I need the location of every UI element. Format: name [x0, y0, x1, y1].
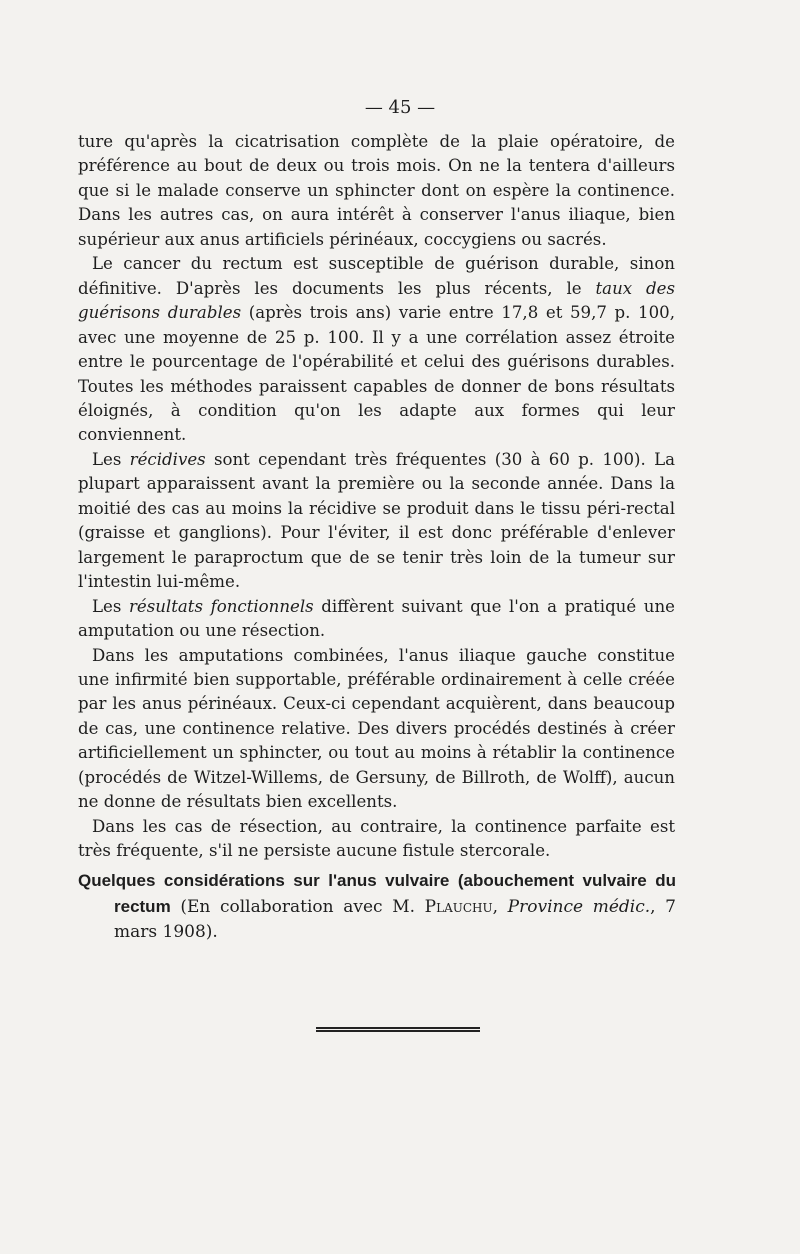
italic-run: taux des guérisons durables [78, 278, 675, 323]
text-run: Les [92, 449, 130, 469]
section-paragraph [78, 868, 676, 945]
section-entry [78, 868, 676, 945]
paragraph [78, 448, 675, 595]
reference-journal: Province médic. [507, 897, 651, 917]
reference-author: Plauchu [424, 897, 493, 917]
paragraph [78, 644, 675, 815]
text-run: (après trois ans) varie entre 17,8 et 59,7 p. 100, avec une moyenne de 25 p. 100. Il y a une corrélation assez étroite entre le pourcentage de l'opérabilité et celui des guérisons durables. Toutes les méthodes paraissent capables de donner de bons résultats éloignés, à condition qu'on les adapte aux formes qui leur conviennent. [78, 303, 676, 445]
paragraph [78, 815, 675, 864]
reference-prefix: (En collaboration avec M. [170, 897, 425, 917]
text-run: Le cancer du rectum est susceptible de guérison durable, sinon définitive. D'après les documents les plus récents, le [78, 254, 675, 298]
text-run: diffèrent suivant que l'on a pratiqué une amputation ou une résection. [78, 596, 675, 641]
page-number: — 45 — [364, 97, 436, 118]
text-run: Les [92, 596, 129, 616]
text-run: sont cependant très fréquentes (30 à 60 p. 100). La plupart apparaissent avant la première ou la seconde année. Dans la moitié des cas au moins la récidive se produit dans le tissu péri-rectal (graisse et ganglions). Pour l'éviter, il est donc préférable d'enlever largement le paraproctum que de se tenir très loin de la tumeur sur l'intestin lui-même. [78, 449, 675, 592]
paragraph [78, 252, 675, 448]
text-run: Dans les cas de résection, au contraire, la continence parfaite est très fréquente, s'il ne persiste aucune fistule stercorale. [78, 816, 675, 861]
italic-run: récidives [129, 449, 206, 469]
italic-run: résultats fonctionnels [128, 596, 314, 616]
paragraph [78, 595, 675, 644]
paragraph [78, 130, 675, 252]
body-text [78, 130, 675, 864]
text-run: ture qu'après la cicatrisation complète de la plaie opératoire, de préférence au bout de deux ou trois mois. On ne la tentera d'ailleurs que si le malade conserve un sphincter dont on espère la continence. Dans les autres cas, on aura intérêt à conserver l'anus iliaque, bien supérieur aux anus artificiels périnéaux, coccygiens ou sacrés. [78, 132, 675, 249]
reference-separator: , [492, 897, 508, 917]
text-run: Dans les amputations combinées, l'anus iliaque gauche constitue une infirmité bien supportable, préférable ordinairement à celle créée par les anus périnéaux. Ceux-ci cependant acquièrent, dans beaucoup de cas, une continence relative. Des divers procédés destinés à créer artificiellement un sphincter, ou tout au moins à rétablir la continence (procédés de Witzel-Willems, de Gersuny, de Billroth, de Wolff), aucun ne donne de résultats bien excellents. [78, 645, 675, 812]
section-heading: Quelques considérations sur l'anus vulvaire (abouchement vulvaire du rectum [78, 871, 676, 916]
reference-suffix: , 7 mars 1908). [114, 897, 676, 942]
end-rule [316, 1027, 480, 1032]
